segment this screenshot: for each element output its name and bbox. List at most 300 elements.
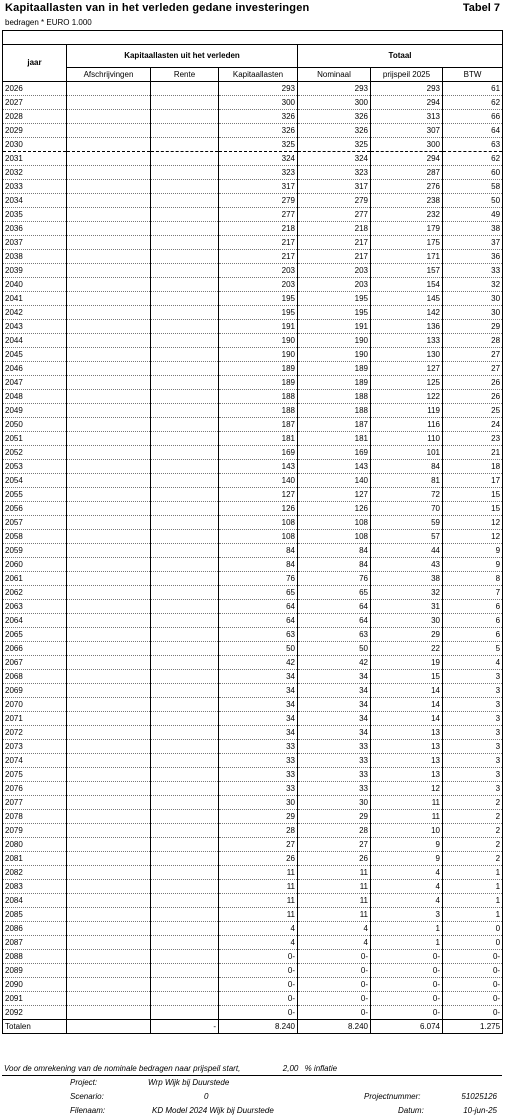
- value-cell: [151, 894, 219, 908]
- footer-datum-label: Datum:: [398, 1106, 424, 1115]
- value-cell: [67, 166, 151, 180]
- value-cell: 325: [219, 138, 298, 152]
- table-row: [3, 824, 503, 838]
- value-cell: [67, 936, 151, 950]
- value-cell: 2: [443, 810, 503, 824]
- value-cell: [151, 852, 219, 866]
- totals-cell: -: [151, 1020, 219, 1034]
- value-cell: [67, 866, 151, 880]
- year-cell: 2031: [3, 152, 67, 166]
- table-row: [3, 306, 503, 320]
- value-cell: 58: [443, 180, 503, 194]
- value-cell: 11: [371, 810, 443, 824]
- value-cell: 0-: [443, 964, 503, 978]
- value-cell: 195: [219, 292, 298, 306]
- table-row: [3, 656, 503, 670]
- value-cell: 6: [443, 614, 503, 628]
- value-cell: 189: [298, 362, 371, 376]
- value-cell: [67, 754, 151, 768]
- value-cell: 4: [371, 866, 443, 880]
- value-cell: 2: [443, 796, 503, 810]
- value-cell: 10: [371, 824, 443, 838]
- value-cell: 28: [298, 824, 371, 838]
- value-cell: 11: [298, 880, 371, 894]
- year-cell: 2074: [3, 754, 67, 768]
- header-group-total: Totaal: [298, 45, 503, 68]
- value-cell: [151, 740, 219, 754]
- value-cell: 50: [219, 642, 298, 656]
- table-row: [3, 964, 503, 978]
- value-cell: 4: [298, 922, 371, 936]
- year-cell: 2073: [3, 740, 67, 754]
- year-cell: 2085: [3, 908, 67, 922]
- year-cell: 2034: [3, 194, 67, 208]
- value-cell: 61: [443, 82, 503, 96]
- value-cell: [151, 124, 219, 138]
- value-cell: 38: [443, 222, 503, 236]
- value-cell: 0-: [298, 964, 371, 978]
- value-cell: 1: [443, 908, 503, 922]
- value-cell: [151, 292, 219, 306]
- year-cell: 2070: [3, 698, 67, 712]
- inflation-note-text: Voor de omrekening van de nominale bedragen naar prijspeil start,: [4, 1064, 241, 1073]
- value-cell: 179: [371, 222, 443, 236]
- value-cell: 64: [219, 614, 298, 628]
- value-cell: 27: [443, 348, 503, 362]
- value-cell: 43: [371, 558, 443, 572]
- value-cell: 287: [371, 166, 443, 180]
- value-cell: [151, 544, 219, 558]
- value-cell: 9: [443, 558, 503, 572]
- value-cell: 4: [443, 656, 503, 670]
- table-row: [3, 376, 503, 390]
- value-cell: 0-: [298, 978, 371, 992]
- value-cell: 57: [371, 530, 443, 544]
- value-cell: 119: [371, 404, 443, 418]
- value-cell: [151, 138, 219, 152]
- table-row: [3, 740, 503, 754]
- value-cell: 29: [371, 628, 443, 642]
- value-cell: 11: [219, 894, 298, 908]
- header-kapitaallasten: Kapitaallasten: [219, 68, 298, 82]
- value-cell: 29: [219, 810, 298, 824]
- value-cell: 7: [443, 586, 503, 600]
- inflation-value: 2,00: [282, 1064, 299, 1073]
- value-cell: 4: [371, 894, 443, 908]
- value-cell: 21: [443, 446, 503, 460]
- table-row: [3, 348, 503, 362]
- value-cell: 300: [298, 96, 371, 110]
- year-cell: 2072: [3, 726, 67, 740]
- table-row: [3, 502, 503, 516]
- table-row: [3, 292, 503, 306]
- value-cell: 203: [219, 264, 298, 278]
- header-prijspeil: prijspeil 2025: [371, 68, 443, 82]
- footer-filenaam-label: Filenaam:: [70, 1106, 106, 1115]
- value-cell: [151, 796, 219, 810]
- value-cell: 0-: [298, 992, 371, 1006]
- value-cell: [67, 1006, 151, 1020]
- value-cell: [67, 250, 151, 264]
- year-cell: 2069: [3, 684, 67, 698]
- value-cell: 1: [443, 894, 503, 908]
- value-cell: [151, 390, 219, 404]
- value-cell: 326: [219, 110, 298, 124]
- table-row: [3, 516, 503, 530]
- footer-scenario-value: 0: [204, 1092, 209, 1101]
- value-cell: 12: [443, 516, 503, 530]
- table-row: [3, 124, 503, 138]
- footer-divider: [2, 1075, 502, 1076]
- table-row: [3, 600, 503, 614]
- value-cell: [67, 614, 151, 628]
- value-cell: 0: [443, 936, 503, 950]
- totals-cell: 6.074: [371, 1020, 443, 1034]
- value-cell: 0-: [443, 978, 503, 992]
- value-cell: [67, 292, 151, 306]
- footer-datum-value: 10-jun-25: [463, 1106, 497, 1115]
- table-row: [3, 796, 503, 810]
- totals-cell: 8.240: [298, 1020, 371, 1034]
- value-cell: 293: [219, 82, 298, 96]
- value-cell: [151, 810, 219, 824]
- footer-projectnummer-label: Projectnummer:: [364, 1092, 421, 1101]
- value-cell: 29: [443, 320, 503, 334]
- value-cell: 279: [298, 194, 371, 208]
- value-cell: 1: [443, 866, 503, 880]
- value-cell: 127: [371, 362, 443, 376]
- value-cell: [67, 236, 151, 250]
- value-cell: [67, 194, 151, 208]
- value-cell: 0-: [298, 1006, 371, 1020]
- year-cell: 2041: [3, 292, 67, 306]
- value-cell: 133: [371, 334, 443, 348]
- value-cell: 108: [219, 516, 298, 530]
- value-cell: [151, 236, 219, 250]
- value-cell: [67, 320, 151, 334]
- value-cell: 217: [298, 236, 371, 250]
- year-cell: 2081: [3, 852, 67, 866]
- value-cell: 2: [443, 852, 503, 866]
- value-cell: 34: [298, 670, 371, 684]
- value-cell: 203: [219, 278, 298, 292]
- value-cell: 3: [443, 768, 503, 782]
- value-cell: 60: [443, 166, 503, 180]
- value-cell: 0-: [371, 992, 443, 1006]
- value-cell: 238: [371, 194, 443, 208]
- value-cell: [151, 558, 219, 572]
- value-cell: [67, 516, 151, 530]
- value-cell: [67, 852, 151, 866]
- table-row: [3, 418, 503, 432]
- value-cell: 154: [371, 278, 443, 292]
- value-cell: [67, 586, 151, 600]
- value-cell: [67, 110, 151, 124]
- table-row: [3, 180, 503, 194]
- value-cell: [151, 250, 219, 264]
- value-cell: 84: [219, 558, 298, 572]
- value-cell: 34: [219, 670, 298, 684]
- table-row: [3, 208, 503, 222]
- value-cell: [67, 992, 151, 1006]
- value-cell: 28: [443, 334, 503, 348]
- value-cell: 218: [298, 222, 371, 236]
- value-cell: [151, 166, 219, 180]
- value-cell: [151, 474, 219, 488]
- year-cell: 2082: [3, 866, 67, 880]
- value-cell: 27: [298, 838, 371, 852]
- value-cell: [67, 978, 151, 992]
- value-cell: 175: [371, 236, 443, 250]
- value-cell: 326: [298, 110, 371, 124]
- value-cell: 70: [371, 502, 443, 516]
- value-cell: [67, 334, 151, 348]
- year-cell: 2071: [3, 712, 67, 726]
- value-cell: 65: [298, 586, 371, 600]
- year-cell: 2029: [3, 124, 67, 138]
- value-cell: 22: [371, 642, 443, 656]
- year-cell: 2078: [3, 810, 67, 824]
- value-cell: 6: [443, 600, 503, 614]
- value-cell: 0: [443, 922, 503, 936]
- value-cell: 34: [219, 726, 298, 740]
- year-cell: 2067: [3, 656, 67, 670]
- value-cell: [151, 614, 219, 628]
- table-row: [3, 642, 503, 656]
- value-cell: [151, 838, 219, 852]
- value-cell: 64: [219, 600, 298, 614]
- value-cell: 13: [371, 740, 443, 754]
- value-cell: [67, 96, 151, 110]
- value-cell: 63: [219, 628, 298, 642]
- value-cell: 19: [371, 656, 443, 670]
- value-cell: 64: [298, 600, 371, 614]
- header-row-1: [3, 45, 503, 68]
- value-cell: 190: [298, 348, 371, 362]
- value-cell: [67, 278, 151, 292]
- table-row: [3, 1006, 503, 1020]
- value-cell: 0-: [443, 1006, 503, 1020]
- year-cell: 2026: [3, 82, 67, 96]
- value-cell: 0-: [371, 1006, 443, 1020]
- value-cell: 126: [219, 502, 298, 516]
- value-cell: 2: [443, 838, 503, 852]
- value-cell: 59: [371, 516, 443, 530]
- value-cell: [67, 82, 151, 96]
- year-cell: 2048: [3, 390, 67, 404]
- value-cell: [67, 558, 151, 572]
- value-cell: 191: [219, 320, 298, 334]
- value-cell: [151, 754, 219, 768]
- value-cell: 28: [219, 824, 298, 838]
- table-row: [3, 488, 503, 502]
- year-cell: 2057: [3, 516, 67, 530]
- value-cell: 0-: [219, 950, 298, 964]
- value-cell: 143: [219, 460, 298, 474]
- value-cell: 187: [219, 418, 298, 432]
- value-cell: [151, 460, 219, 474]
- value-cell: [151, 978, 219, 992]
- value-cell: 0-: [298, 950, 371, 964]
- value-cell: 26: [219, 852, 298, 866]
- table-row: [3, 390, 503, 404]
- table-row: [3, 586, 503, 600]
- value-cell: 17: [443, 474, 503, 488]
- value-cell: [151, 572, 219, 586]
- value-cell: 34: [219, 712, 298, 726]
- value-cell: [151, 586, 219, 600]
- value-cell: [151, 418, 219, 432]
- value-cell: 181: [298, 432, 371, 446]
- value-cell: 0-: [371, 978, 443, 992]
- value-cell: 64: [443, 124, 503, 138]
- value-cell: 325: [298, 138, 371, 152]
- inflation-note: [4, 1064, 337, 1073]
- value-cell: [67, 810, 151, 824]
- value-cell: 277: [219, 208, 298, 222]
- year-cell: 2027: [3, 96, 67, 110]
- value-cell: 27: [443, 362, 503, 376]
- value-cell: 3: [443, 698, 503, 712]
- year-cell: 2084: [3, 894, 67, 908]
- value-cell: [67, 698, 151, 712]
- value-cell: 44: [371, 544, 443, 558]
- table-row: [3, 278, 503, 292]
- totals-label: Totalen: [3, 1020, 67, 1034]
- value-cell: 3: [443, 712, 503, 726]
- value-cell: [151, 110, 219, 124]
- value-cell: 191: [298, 320, 371, 334]
- value-cell: 189: [219, 362, 298, 376]
- value-cell: 0-: [219, 1006, 298, 1020]
- value-cell: [67, 628, 151, 642]
- value-cell: 14: [371, 684, 443, 698]
- value-cell: 32: [443, 278, 503, 292]
- footer-filenaam-value: KD Model 2024 Wijk bij Duurstede: [152, 1106, 274, 1115]
- value-cell: 65: [219, 586, 298, 600]
- table-row: [3, 880, 503, 894]
- value-cell: 189: [219, 376, 298, 390]
- value-cell: 42: [298, 656, 371, 670]
- table-row: [3, 460, 503, 474]
- value-cell: 187: [298, 418, 371, 432]
- year-cell: 2064: [3, 614, 67, 628]
- value-cell: [151, 642, 219, 656]
- totals-cell: [67, 1020, 151, 1034]
- value-cell: 15: [443, 502, 503, 516]
- year-cell: 2052: [3, 446, 67, 460]
- value-cell: 122: [371, 390, 443, 404]
- value-cell: 3: [443, 726, 503, 740]
- year-cell: 2039: [3, 264, 67, 278]
- table-row: [3, 712, 503, 726]
- value-cell: 217: [219, 250, 298, 264]
- value-cell: 0-: [219, 978, 298, 992]
- value-cell: 189: [298, 376, 371, 390]
- value-cell: 11: [219, 880, 298, 894]
- value-cell: [67, 782, 151, 796]
- value-cell: 157: [371, 264, 443, 278]
- value-cell: [151, 404, 219, 418]
- year-cell: 2062: [3, 586, 67, 600]
- value-cell: 34: [219, 698, 298, 712]
- value-cell: [151, 180, 219, 194]
- value-cell: [67, 572, 151, 586]
- year-cell: 2059: [3, 544, 67, 558]
- year-cell: 2060: [3, 558, 67, 572]
- value-cell: 50: [443, 194, 503, 208]
- value-cell: 293: [371, 82, 443, 96]
- value-cell: 1: [443, 880, 503, 894]
- value-cell: [67, 726, 151, 740]
- value-cell: [151, 768, 219, 782]
- year-cell: 2030: [3, 138, 67, 152]
- value-cell: [67, 908, 151, 922]
- header-afschrijvingen: Afschrijvingen: [67, 68, 151, 82]
- table-row: [3, 894, 503, 908]
- value-cell: [151, 208, 219, 222]
- value-cell: 188: [219, 390, 298, 404]
- value-cell: 13: [371, 768, 443, 782]
- value-cell: 33: [219, 768, 298, 782]
- year-cell: 2088: [3, 950, 67, 964]
- value-cell: 300: [371, 138, 443, 152]
- value-cell: 30: [443, 306, 503, 320]
- table-row: [3, 530, 503, 544]
- value-cell: 140: [298, 474, 371, 488]
- table-row: [3, 138, 503, 152]
- value-cell: 190: [219, 348, 298, 362]
- value-cell: 277: [298, 208, 371, 222]
- table-row: [3, 614, 503, 628]
- header-nominaal: Nominaal: [298, 68, 371, 82]
- year-cell: 2055: [3, 488, 67, 502]
- value-cell: [151, 278, 219, 292]
- footer-project-value: Wrp Wijk bij Duurstede: [148, 1078, 230, 1087]
- value-cell: [151, 96, 219, 110]
- value-cell: 36: [443, 250, 503, 264]
- table-row: [3, 96, 503, 110]
- value-cell: 62: [443, 96, 503, 110]
- value-cell: 142: [371, 306, 443, 320]
- footer-projectnummer-value: 51025126: [461, 1092, 497, 1101]
- value-cell: [67, 306, 151, 320]
- table-row: [3, 838, 503, 852]
- table-row: [3, 754, 503, 768]
- table-row: [3, 152, 503, 166]
- value-cell: 140: [219, 474, 298, 488]
- table-row: [3, 236, 503, 250]
- value-cell: 116: [371, 418, 443, 432]
- value-cell: 317: [298, 180, 371, 194]
- value-cell: 3: [443, 782, 503, 796]
- value-cell: [67, 922, 151, 936]
- table-row: [3, 684, 503, 698]
- value-cell: 11: [219, 866, 298, 880]
- table-row: [3, 250, 503, 264]
- value-cell: [151, 1006, 219, 1020]
- year-cell: 2054: [3, 474, 67, 488]
- year-cell: 2038: [3, 250, 67, 264]
- value-cell: [67, 880, 151, 894]
- totals-cell: 1.275: [443, 1020, 503, 1034]
- value-cell: [67, 950, 151, 964]
- table-row: [3, 922, 503, 936]
- year-cell: 2043: [3, 320, 67, 334]
- value-cell: [151, 964, 219, 978]
- year-cell: 2028: [3, 110, 67, 124]
- table-row: [3, 936, 503, 950]
